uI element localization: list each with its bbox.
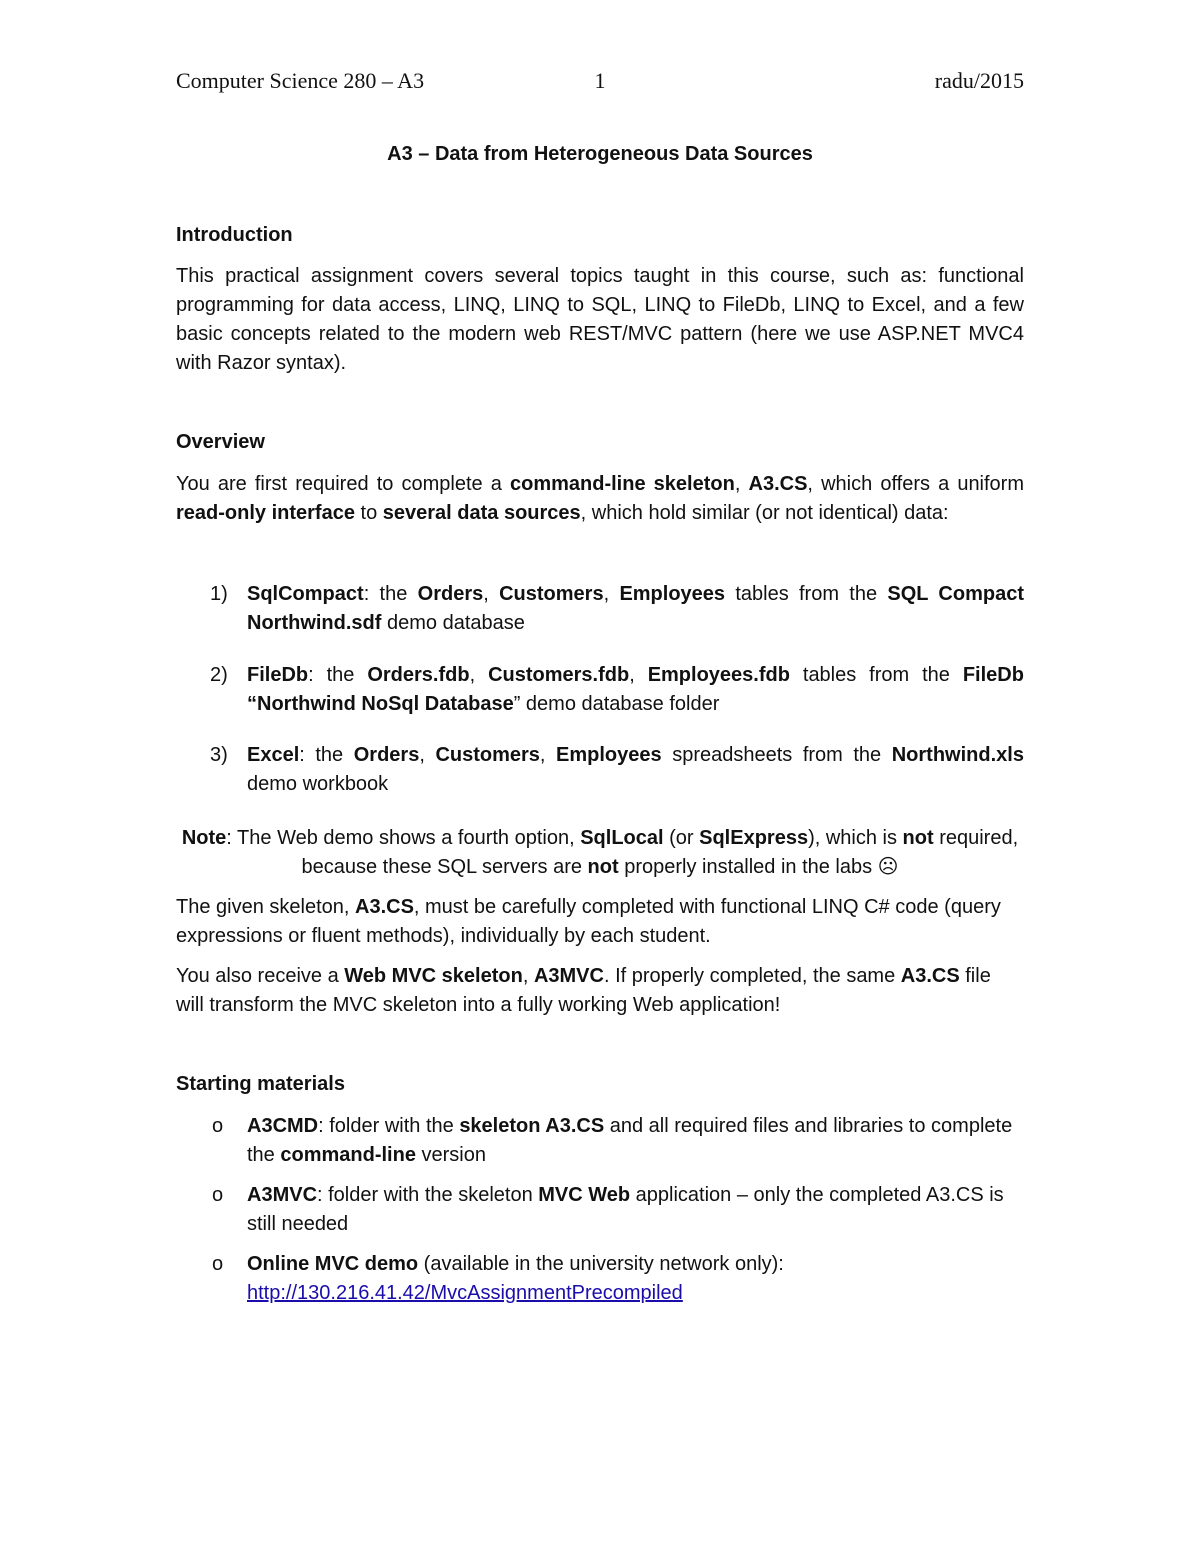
skeleton-paragraph: The given skeleton, A3.CS, must be carefully completed with functional LINQ C# code (query expressions or fluent methods), individually by each student. — [176, 896, 1001, 947]
list-item-text: A3CMD: folder with the skeleton A3.CS and all required files and libraries to complete the command-line version — [247, 1115, 1013, 1166]
list-item — [176, 580, 1024, 638]
header-page-number: 1 — [594, 68, 606, 93]
mvc-paragraph: You also receive a Web MVC skeleton, A3MVC. If properly completed, the same A3.CS file will transform the MVC skeleton into a fully working Web application! — [176, 965, 991, 1016]
header-author: radu/2015 — [934, 68, 1024, 93]
list-marker: 1) — [210, 583, 228, 605]
list-item — [176, 661, 1024, 719]
intro-heading: Introduction — [176, 224, 293, 246]
list-item — [176, 1181, 1024, 1239]
list-item-text: FileDb: the Orders.fdb, Customers.fdb, Employees.fdb tables from the FileDb “Northwind NoSql Database” demo database folder — [247, 664, 1024, 715]
list-marker: 2) — [210, 664, 228, 686]
page-header — [176, 68, 1024, 100]
list-item-text: SqlCompact: the Orders, Customers, Employees tables from the SQL Compact Northwind.sdf demo database — [247, 583, 1024, 634]
list-item-text: A3MVC: folder with the skeleton MVC Web application – only the completed A3.CS is still needed — [247, 1184, 1004, 1235]
list-item-text: Excel: the Orders, Customers, Employees spreadsheets from the Northwind.xls demo workbook — [247, 744, 1024, 795]
header-course: Computer Science 280 – A3 — [176, 68, 425, 93]
list-item — [176, 741, 1024, 799]
bullet-marker: o — [212, 1115, 224, 1137]
intro-paragraph: This practical assignment covers several topics taught in this course, such as: functional programming for data access, LINQ, LINQ to SQL, LINQ to FileDb, LINQ to Excel, and a few basic concepts related to the modern web REST/MVC pattern (here we use ASP.NET MVC4 with Razor syntax). — [176, 265, 1024, 374]
overview-paragraph: You are first required to complete a command-line skeleton, A3.CS, which offers a uniform read-only interface to several data sources, which hold similar (or not identical) data: — [176, 473, 1025, 524]
overview-heading: Overview — [176, 431, 265, 453]
list-item-text: Online MVC demo (available in the university network only): http://130.216.41.42/MvcAssignmentPrecompiled — [247, 1253, 784, 1304]
document-title: A3 – Data from Heterogeneous Data Sources — [387, 143, 813, 165]
list-item — [176, 1112, 1024, 1170]
note-paragraph: Note: The Web demo shows a fourth option, SqlLocal (or SqlExpress), which is not required, because these SQL servers are not properly installed in the labs ☹ — [181, 827, 1019, 878]
materials-heading: Starting materials — [176, 1073, 345, 1095]
list-marker: 3) — [210, 744, 228, 766]
bullet-marker: o — [212, 1253, 224, 1275]
online-demo-link[interactable]: http://130.216.41.42/MvcAssignmentPrecompiled — [247, 1282, 683, 1304]
bullet-marker: o — [212, 1184, 224, 1206]
list-item — [176, 1250, 1024, 1308]
